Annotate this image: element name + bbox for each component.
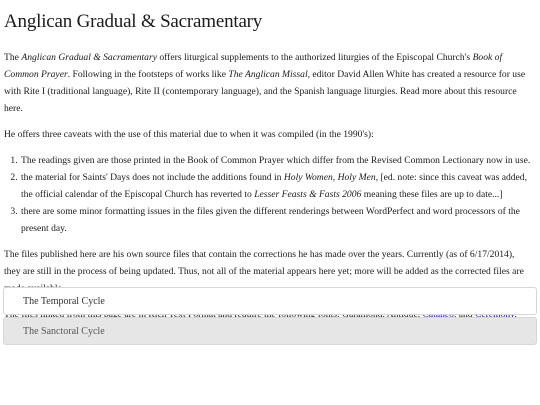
caveat-2-emphasis-2: Lesser Feasts & Fasts 2006 bbox=[254, 189, 362, 200]
caveat-2-text-3: meaning these files are up to date...] bbox=[361, 189, 503, 200]
accordion-temporal-label: The Temporal Cycle bbox=[23, 295, 105, 307]
caveats-lead: He offers three caveats with the use of this material due to when it was compiled (in the 1990's): bbox=[4, 129, 374, 140]
intro-paragraph bbox=[4, 49, 532, 117]
intro-emphasis-3: The Anglican Missal bbox=[228, 69, 308, 80]
intro-text-4: , editor David Allen White has created a resource for use with Rite I (traditional language), Rite II (contemporary language), and the Spanish language liturgies. Read more about this resource here. bbox=[4, 69, 526, 114]
intro-text-3: . Following in the footsteps of works like bbox=[67, 69, 229, 80]
intro-text-2: offers liturgical supplements to the authorized liturgies of the Episcopal Church's bbox=[156, 52, 473, 63]
accordion-temporal-cycle[interactable] bbox=[3, 287, 537, 315]
caveats-list bbox=[4, 152, 534, 237]
files-paragraph: The files published here are his own source files that contain the corrections he has made over the years. Currently (as of 6/17/2014), they are still in the process of being updated. Thus, not all of the material appears here yet; more will be added as the corrected files are bbox=[4, 249, 524, 277]
caveat-2-emphasis-1: Holy Women, Holy Men bbox=[283, 172, 376, 183]
caveat-2-text-2: , [ed. note: since this caveat was added, the official calendar of the Episcopal Church has reverted to bbox=[21, 172, 527, 200]
intro-text-1: The bbox=[4, 52, 22, 63]
caveat-2-text-1: the material for Saints' Days does not include the additions found in bbox=[21, 172, 284, 183]
accordion-sanctoral-cycle[interactable] bbox=[3, 317, 537, 345]
cycle-accordion bbox=[3, 287, 537, 347]
intro-emphasis-2: Book of Common Prayer bbox=[4, 52, 503, 80]
caveat-item-2 bbox=[20, 169, 534, 203]
intro-emphasis-1: Anglican Gradual & Sacramentary bbox=[21, 52, 157, 63]
page-title: Anglican Gradual & Sacramentary bbox=[4, 11, 263, 32]
accordion-sanctoral-label: The Sanctoral Cycle bbox=[23, 325, 105, 337]
caveat-item-3: 3. there are some minor formatting issues in the files given the different renderings between WordPerfect and word processors of the present day. bbox=[20, 203, 534, 237]
caveat-item-1: 1. The readings given are those printed in the Book of Common Prayer which differ from the Revised Common Lectionary now in use. bbox=[20, 152, 534, 169]
